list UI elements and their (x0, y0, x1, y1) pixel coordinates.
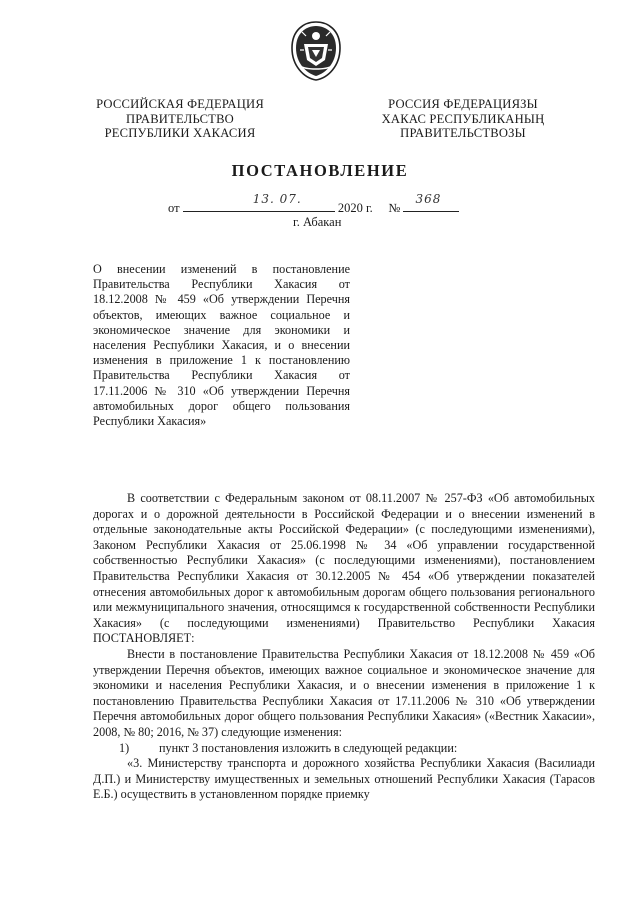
coat-of-arms-emblem (288, 20, 344, 82)
header-right-line-3: ПРАВИТЕЛЬСТВОЗЫ (400, 126, 526, 141)
date-line (168, 192, 459, 216)
header-right-line-2: ХАКАС РЕСПУБЛИКАНЫҢ (381, 111, 545, 126)
document-type-title: ПОСТАНОВЛЕНИЕ (231, 161, 409, 180)
header-right (368, 97, 558, 141)
header-left-line-2: ПРАВИТЕЛЬСТВО (126, 111, 234, 126)
list-item-text: пункт 3 постановления изложить в следующей редакции: (159, 740, 458, 755)
amendment-paragraph: Внести в постановление Правительства Республики Хакасия от 18.12.2008 № 459 «Об утверждении Перечня объектов, имеющих важное социальное и экономическое значение для экономики и населения Республики Хакасия, и о внесении изменения в приложение 1 к постановлению Правительства Республики Хакасия от 17.11.2006 № 310 «Об утверждении Перечня автомобильных дорог общего пользования Республики Хакасия» («Вестник Хакасии», 2008, № 80; 2016, № 37) следующие изменения: (93, 646, 595, 739)
year-label: 2020 г. (337, 201, 373, 215)
subject-text: О внесении изменений в постановление Правительства Республики Хакасия от 18.12.2008 № 459 «Об утверждении Перечня объектов, имеющих важное социальное и экономическое значение для экономики и населения Республики Хакасия, и о внесении изменения в приложение 1 к постановлению Правительства Республики Хакасия от 17.11.2006 № 310 «Об утверждении Перечня автомобильных дорог общего пользования Республики Хакасия» (93, 262, 350, 429)
handwritten-date: 13. 07. (252, 192, 302, 206)
header-right-line-1: РОССИЯ ФЕДЕРАЦИЯЗЫ (388, 97, 538, 111)
preamble-paragraph: В соответствии с Федеральным законом от 08.11.2007 № 257-ФЗ «Об автомобильных дорогах и о дорожной деятельности в Российской Федерации и о внесении изменений в отдельные законодательные акты Российской Федерации» (с последующими изменениями), Законом Республики Хакасия от 25.06.1998 № 34 «Об управлении государственной собственностью Республики Хакасия» (с последующими изменениями), постановлением Правительства Республики Хакасия от 30.12.2005 № 454 «Об утверждении показателей отнесения автомобильных дорог к автомобильным дорогам общего пользования регионального или межмуниципального значения, относящимся к государственной собственности Республики Хакасия» (с последующими изменениями) Правительство Республики Хакасия ПОСТАНОВЛЯЕТ: (93, 491, 595, 646)
header-left (85, 97, 275, 141)
header-left-line-1: РОССИЙСКАЯ ФЕДЕРАЦИЯ (96, 97, 264, 111)
quoted-paragraph: «3. Министерству транспорта и дорожного хозяйства Республики Хакасия (Василиади Д.П.) и Министерству имущественных и земельных отношений Республики Хакасия (Тарасов Е.Б.) осуществить в установленном порядке приемку (93, 756, 595, 802)
date-underline (183, 192, 335, 212)
document-subject (93, 262, 350, 429)
header-left-line-3: РЕСПУБЛИКИ ХАКАСИЯ (104, 126, 256, 141)
number-underline (403, 192, 459, 212)
number-sign: № (388, 201, 401, 215)
handwritten-number: 368 (415, 192, 442, 206)
list-item-number: 1) (119, 740, 130, 755)
list-item (93, 741, 595, 757)
date-prefix: от (168, 201, 180, 215)
city-label: г. Абакан (293, 215, 342, 229)
document-body (93, 491, 595, 803)
